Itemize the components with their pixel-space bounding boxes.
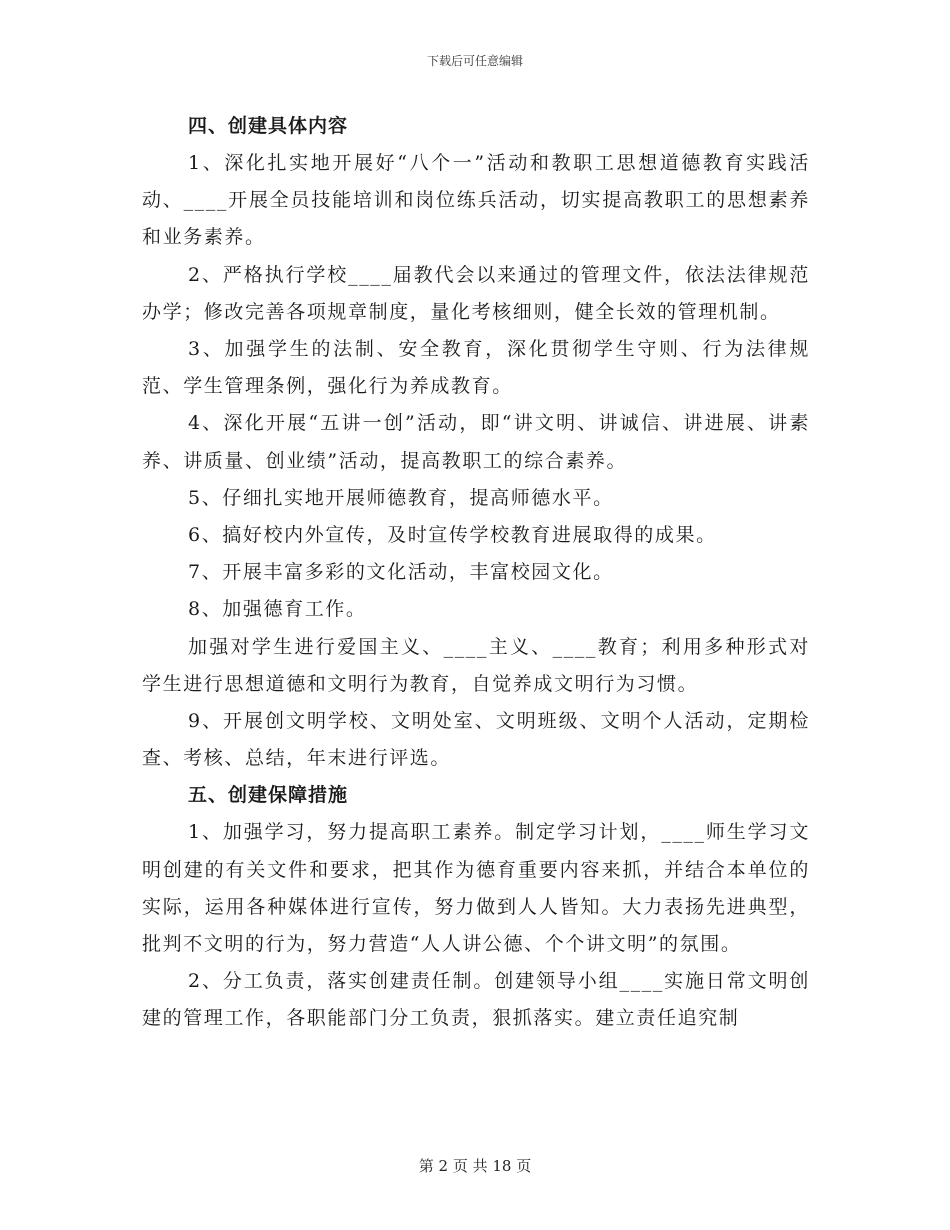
paragraph: 6、搞好校内外宣传，及时宣传学校教育进展取得的成果。 (188, 524, 717, 547)
paragraph: 4、深化开展“五讲一创”活动，即“讲文明、讲诚信、讲进展、讲素养、讲质量、创业绩”活动，提高教职工的综合素养。 (142, 412, 810, 472)
page-header-note: 下载后可任意编辑 (426, 54, 523, 68)
paragraph: 1、加强学习，努力提高职工素养。制定学习计划，____师生学习文明创建的有关文件和要求，把其作为德育重要内容来抓，并结合本单位的实际，运用各种媒体进行宣传，努力做到人人皆知。大力表扬先进典型，批判不文明的行为，努力营造“人人讲公德、个个讲文明”的氛围。 (142, 821, 810, 956)
paragraph: 3、加强学生的法制、安全教育，深化贯彻学生守则、行为法律规范、学生管理条例，强化行为养成教育。 (142, 338, 810, 398)
document-body (142, 108, 810, 1038)
paragraph: 2、严格执行学校____届教代会以来通过的管理文件，依法法律规范办学；修改完善各项规章制度，量化考核细则，健全长效的管理机制。 (142, 263, 810, 323)
section-heading-4: 四、创建具体内容 (188, 115, 349, 137)
paragraph: 9、开展创文明学校、文明处室、文明班级、文明个人活动，定期检查、考核、总结，年末进行评选。 (142, 710, 810, 770)
section-heading-5: 五、创建保障措施 (188, 784, 349, 807)
paragraph: 8、加强德育工作。 (188, 598, 367, 621)
paragraph: 加强对学生进行爱国主义、____主义、____教育；利用多种形式对学生进行思想道德和文明行为教育，自觉养成文明行为习惯。 (142, 635, 810, 695)
page-number: 第 2 页 共 18 页 (418, 1157, 532, 1175)
paragraph: 2、分工负责，落实创建责任制。创建领导小组____实施日常文明创建的管理工作，各职能部门分工负责，狠抓落实。建立责任追究制 (142, 970, 810, 1030)
paragraph: 7、开展丰富多彩的文化活动，丰富校园文化。 (188, 561, 614, 584)
paragraph: 1、深化扎实地开展好“八个一”活动和教职工思想道德教育实践活动、____开展全员技能培训和岗位练兵活动，切实提高教职工的思想素养和业务素养。 (142, 152, 810, 249)
paragraph: 5、仔细扎实地开展师德教育，提高师德水平。 (188, 486, 614, 509)
